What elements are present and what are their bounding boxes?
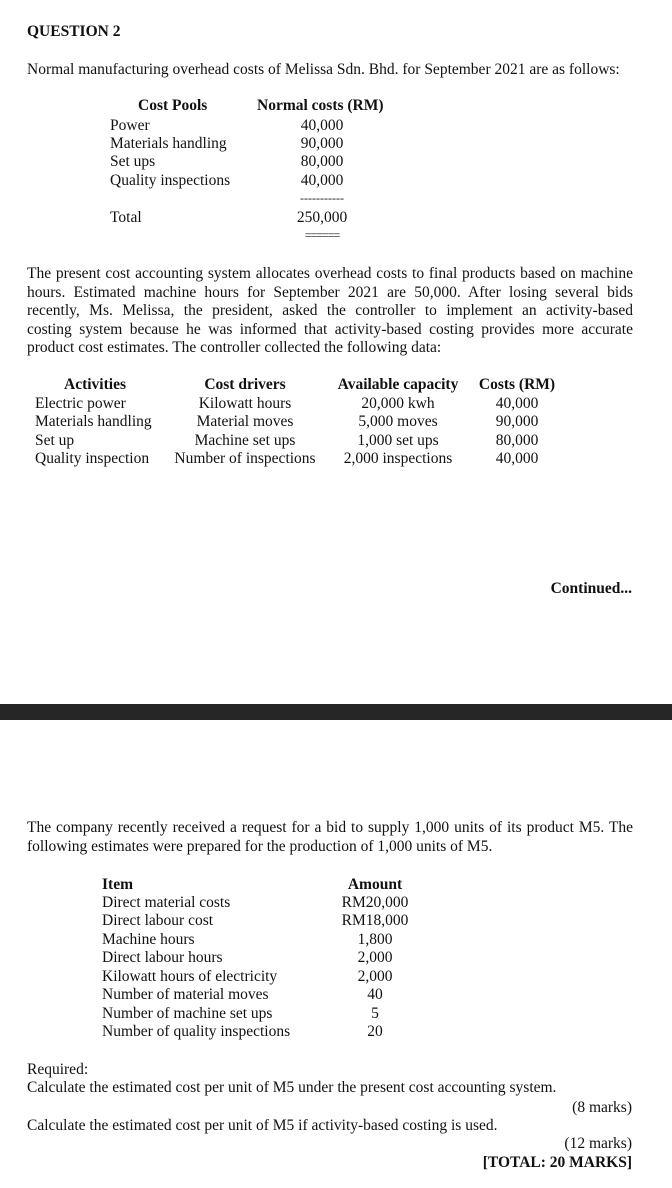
question-heading: QUESTION 2 [27, 23, 121, 40]
activity-cost: 80,000 [495, 432, 539, 449]
pool-header: Cost Pools [138, 97, 208, 114]
activity-driver: Material moves [196, 413, 294, 430]
activity-capacity: 1,000 set ups [357, 432, 439, 449]
total-label: Total [110, 209, 142, 226]
activity-name: Electric power [35, 395, 126, 412]
pool-cost: 90,000 [300, 135, 344, 152]
activity-name: Quality inspection [35, 450, 150, 467]
estimate-amount: 20 [367, 1023, 383, 1040]
estimate-item: Direct labour hours [102, 949, 223, 966]
paragraph-line: The present cost accounting system allocates overhead costs to final products based on machine [27, 265, 633, 282]
paragraph-line: recently, Ms. Melissa, the president, asked the controller to implement an activity-based [27, 302, 633, 320]
activity-name: Materials handling [35, 413, 152, 430]
required-q2: Calculate the estimated cost per unit of M5 if activity-based costing is used. [27, 1117, 498, 1134]
estimate-item: Number of quality inspections [102, 1023, 291, 1040]
activity-cost: 40,000 [495, 450, 539, 467]
dash-divider: ----------- [300, 191, 344, 205]
activity-cost: 40,000 [495, 395, 539, 412]
item-header: Item [102, 876, 133, 893]
activity-driver: Kilowatt hours [198, 395, 292, 412]
activity-capacity: 2,000 inspections [343, 450, 453, 467]
pool-cost: 80,000 [300, 153, 344, 170]
double-underline: ====== [304, 228, 340, 242]
estimate-item: Machine hours [102, 931, 195, 948]
estimate-amount: RM20,000 [341, 894, 409, 911]
paragraph-2 [27, 819, 633, 856]
continued-label: Continued... [550, 580, 632, 597]
activity-driver: Number of inspections [174, 450, 316, 467]
estimate-item: Kilowatt hours of electricity [102, 968, 278, 985]
estimate-amount: 2,000 [357, 949, 393, 966]
pool-name: Quality inspections [110, 172, 231, 189]
estimate-item: Number of machine set ups [102, 1005, 273, 1022]
capacity-header: Available capacity [337, 376, 459, 393]
drivers-header: Cost drivers [204, 376, 286, 393]
pool-name: Set ups [110, 153, 156, 170]
estimate-amount: 5 [371, 1005, 379, 1022]
paragraph-line: product cost estimates. The controller collected the following data: [27, 339, 442, 357]
activity-driver: Machine set ups [194, 432, 296, 449]
activities-header: Activities [64, 376, 126, 393]
q2-marks: (12 marks) [564, 1135, 632, 1152]
intro-text: Normal manufacturing overhead costs of Melissa Sdn. Bhd. for September 2021 are as follows: [27, 61, 620, 78]
costs-header: Costs (RM) [478, 376, 556, 393]
q1-marks: (8 marks) [572, 1099, 632, 1116]
required-q1: Calculate the estimated cost per unit of M5 under the present cost accounting system. [27, 1079, 557, 1096]
estimate-amount: 40 [367, 986, 383, 1003]
cost-header: Normal costs (RM) [257, 97, 384, 114]
paragraph-line: costing system because he was informed that activity-based costing provides more accurate [27, 320, 633, 338]
pool-name: Materials handling [110, 135, 227, 152]
pool-cost: 40,000 [300, 172, 344, 189]
activity-cost: 90,000 [495, 413, 539, 430]
total-value: 250,000 [296, 209, 348, 226]
paragraph-line: The company recently received a request for a bid to supply 1,000 units of its product M5. The [27, 819, 633, 836]
activity-capacity: 5,000 moves [358, 413, 438, 430]
pool-name: Power [110, 117, 150, 134]
estimate-item: Number of material moves [102, 986, 269, 1003]
estimate-amount: RM18,000 [341, 912, 409, 929]
paragraph-1 [27, 265, 633, 358]
estimate-amount: 1,800 [357, 931, 393, 948]
estimate-item: Direct material costs [102, 894, 231, 911]
amount-header: Amount [347, 876, 403, 893]
activity-capacity: 20,000 kwh [361, 395, 435, 412]
estimate-amount: 2,000 [357, 968, 393, 985]
paragraph-line: hours. Estimated machine hours for September 2021 are 50,000. After losing several bids [27, 283, 633, 301]
required-label: Required: [27, 1061, 89, 1078]
page-break-bar [0, 704, 672, 720]
total-marks: [TOTAL: 20 MARKS] [482, 1154, 632, 1171]
paragraph-line: following estimates were prepared for the production of 1,000 units of M5. [27, 837, 493, 855]
activity-name: Set up [35, 432, 75, 449]
pool-cost: 40,000 [300, 117, 344, 134]
estimate-item: Direct labour cost [102, 912, 214, 929]
